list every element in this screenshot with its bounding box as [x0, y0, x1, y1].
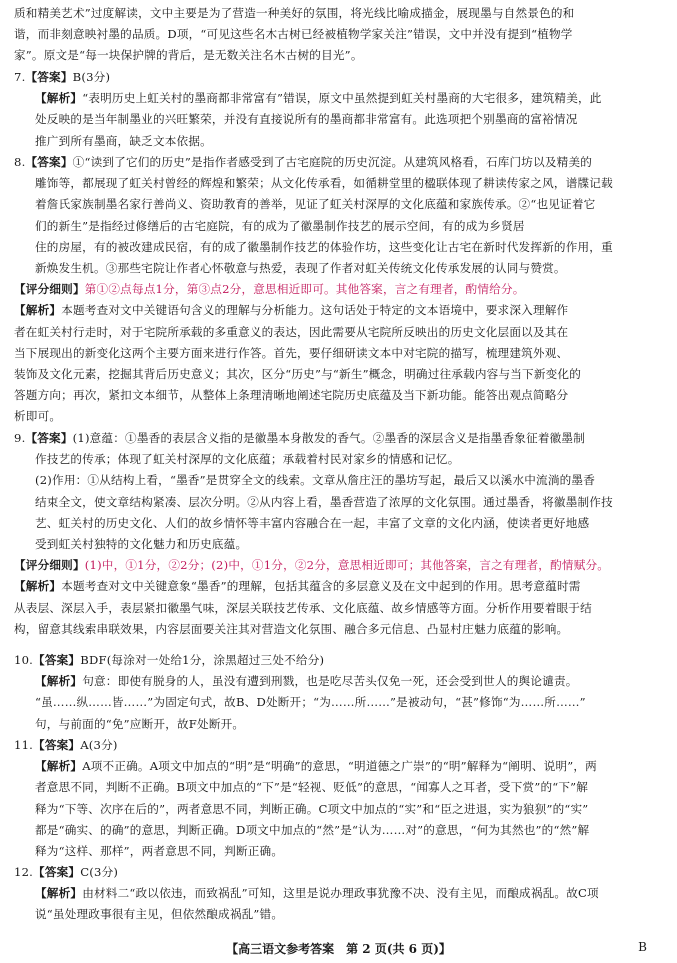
- version-mark: B: [638, 940, 647, 954]
- answer-text: BDF(每涂对一处给1分，涂黑超过三处不给分): [80, 653, 325, 667]
- answer-text: ①“读到了它们的历史”是指作者感受到了古宅庭院的历史沉淀。从建筑风格看，石库门坊以及精美的: [72, 155, 593, 169]
- rubric-line: [14, 279, 663, 300]
- analysis-text: “表明历史上虹关村的墨商都非常富有”错误，原文中虽然提到虹关村墨商的大宅很多，建筑精美，此: [82, 91, 602, 106]
- question-number: 9.: [14, 431, 26, 445]
- analysis-line: 者意思不同，判断不正确。B项文中加点的“下”是“轻视、贬低”的意思，“闻寡人之耳者，受下赏”的“下”解: [35, 780, 589, 795]
- analysis-line: 都是“确实、的确”的意思，判断正确。D项文中加点的“然”是“认为……对”的意思，“何为其然也”的“然”解: [35, 822, 590, 837]
- analysis-line: 构，留意其线索串联效果，内容层面要关注其对营造文化氛围、融合多元信息、凸显村庄魅力底蕴的影响。: [14, 621, 569, 636]
- analysis-text: 由材料二“政以依违，而致祸乱”可知，这里是说办理政事犹豫不决、没有主见，而酿成祸乱。故C项: [82, 886, 599, 901]
- analysis-tag: 【解析】: [35, 674, 83, 689]
- question-10: [14, 650, 663, 735]
- answer-text: A(3分): [80, 738, 118, 752]
- analysis-text: 本题考查对文中关键语句含义的理解与分析能力。这句话处于特定的文本语境中，要求深入理解作: [61, 303, 569, 318]
- answer-text: (1)意蕴：①墨香的表层含义指的是徽墨本身散发的香气。②墨香的深层含义是指墨香象征着徽墨制: [72, 431, 586, 445]
- answer-line: 雕饰等，都展现了虹关村曾经的辉煌和繁荣；从文化传承看，如循耕堂里的楹联体现了耕读传家之风，谱牒记载: [35, 176, 613, 191]
- text-line: 谐，而非刻意映衬墨的品质。D项，“可见这些名木古树已经被植物学家关注”错误，文中并没有提到“植物学: [14, 27, 573, 42]
- answer-line: [14, 862, 663, 883]
- question-number: 12.: [14, 865, 34, 879]
- answer-line: [14, 650, 663, 671]
- analysis-line: 当下展现出的新变化这两个主要方面来进行作答。首先，要仔细研读文本中对宅院的描写，梳理建筑外观、: [14, 345, 569, 360]
- analysis-line: [14, 671, 663, 692]
- text-line: 家”。原文是“每一块保护牌的背后，是无数关注名木古树的目光”。: [14, 48, 363, 63]
- answer-tag: 【答案】: [33, 738, 81, 752]
- answer-line: [14, 152, 663, 173]
- analysis-tag: 【解析】: [14, 579, 62, 594]
- answer-line: 受到虹关村独特的文化魅力和历史底蕴。: [35, 537, 248, 552]
- question-8: [14, 152, 663, 428]
- question-number: 10.: [14, 653, 34, 667]
- answer-tag: 【答案】: [33, 865, 81, 879]
- page-footer: [0, 940, 677, 957]
- analysis-line: 者在虹关村行走时，对于宅院所承载的多重意义的表达，因此需要从宅院所反映出的历史文化层面以及其在: [14, 324, 569, 339]
- question-9: [14, 428, 663, 640]
- analysis-text: 句意：即使有脱身的人，虽没有遭到刑戮，也是吃尽苦头仅免一死，还会受到世人的舆论谴责。: [82, 674, 578, 689]
- analysis-line: 处反映的是当年制墨业的兴旺繁荣，并没有直接说所有的墨商都非常富有。此选项把个别墨商的富裕情况: [35, 112, 578, 127]
- analysis-line: [14, 883, 663, 904]
- rubric-text: (1)中，①1分，②2分；(2)中，①1分，②2分，意思相近即可；其他答案，言之有理者，酌情赋分。: [84, 558, 610, 573]
- analysis-line: 说“虽处理政事很有主见，但依然酿成祸乱”错。: [35, 907, 284, 922]
- answer-tag: 【答案】: [25, 70, 73, 84]
- answer-line: 艺、虹关村的历史文化、人们的故乡情怀等丰富内容融合在一起，丰富了文章的文化内涵，使读者更好地感: [35, 515, 590, 530]
- analysis-text: A项不正确。A项文中加点的“明”是“明确”的意思，“明道德之广崇”的“明”解释为“阐明、说明”，两: [82, 759, 597, 774]
- answer-line: 作技艺的传承；体现了虹关村深厚的文化底蕴；承载着村民对家乡的情感和记忆。: [35, 452, 460, 467]
- rubric-tag: 【评分细则】: [14, 282, 85, 297]
- text-line: 质和精美艺术”过度解读，文中主要是为了营造一种美好的氛围，将光线比喻成描金，展现墨与自然景色的和: [14, 6, 575, 20]
- answer-text: B(3分): [72, 70, 111, 84]
- analysis-line: 析即可。: [14, 409, 62, 424]
- question-number: 7.: [14, 70, 26, 84]
- answer-line: 结束全文，使文章结构紧凑、层次分明。②从内容上看，墨香营造了浓厚的文化氛围。通过墨香，将徽墨制作技: [35, 494, 613, 509]
- answer-line: [14, 735, 663, 756]
- analysis-text: 本题考查对文中关键意象“墨香”的理解，包括其蕴含的多层意义及在文中起到的作用。思考意蕴时需: [61, 579, 581, 594]
- answer-line: 们的新生”是指经过修缮后的古宅庭院，有的成为了徽墨制作技艺的展示空间，有的成为乡贤居: [35, 218, 525, 233]
- analysis-line: “虽……纵……皆……”为固定句式，故B、D处断开；“为……所……”是被动句，“甚”修饰“为……所……”: [35, 695, 586, 710]
- question-12: [14, 862, 663, 926]
- analysis-line: [14, 576, 663, 597]
- analysis-tag: 【解析】: [14, 303, 62, 318]
- answer-tag: 【答案】: [33, 653, 81, 667]
- rubric-text: 第①②点每点1分，第③点2分，意思相近即可。其他答案，言之有理者，酌情给分。: [84, 282, 525, 297]
- analysis-tag: 【解析】: [35, 759, 83, 774]
- analysis-line: 句，与前面的“免”应断开，故F处断开。: [35, 716, 245, 731]
- answer-line: 新焕发生机。③那些宅院让作者心怀敬意与热爱，表现了作者对虹关传统文化传承发展的认同与赞赏。: [35, 261, 566, 276]
- analysis-tag: 【解析】: [35, 91, 83, 106]
- analysis-line: 从表层、深层入手，表层紧扣徽墨气味，深层关联技艺传承、文化底蕴、故乡情感等方面。分析作用要着眼于结: [14, 600, 592, 615]
- analysis-line: 释为“下等、次序在后的”，两者意思不同，判断正确。C项文中加点的“实”和“臣之进退，实为狼狈”的“实”: [35, 801, 589, 816]
- footer-text: 【高三语文参考答案 第 2 页(共 6 页)】: [226, 942, 451, 956]
- analysis-line: 装饰及文化元素，挖掘其背后历史意义；其次，区分“历史”与“新生”概念，明确过往承载内容与当下新变化的: [14, 367, 582, 382]
- analysis-line: 推广到所有墨商，缺乏文本依据。: [35, 133, 212, 148]
- question-7: [14, 67, 663, 152]
- rubric-tag: 【评分细则】: [14, 558, 85, 573]
- answer-line: [14, 67, 663, 88]
- analysis-line: 释为“这样、那样”，两者意思不同，判断正确。: [35, 844, 284, 859]
- intro-paragraph: [14, 3, 663, 67]
- answer-tag: 【答案】: [25, 155, 73, 169]
- analysis-line: [14, 300, 663, 321]
- analysis-tag: 【解析】: [35, 886, 83, 901]
- answer-line: [14, 428, 663, 449]
- answer-text: C(3分): [80, 865, 119, 879]
- analysis-line: [14, 88, 663, 109]
- answer-tag: 【答案】: [25, 431, 73, 445]
- analysis-line: 答题方向；再次，紧扣文本细节，从整体上条理清晰地阐述宅院历史底蕴及当下新功能。能答出观点简略分: [14, 388, 569, 403]
- question-11: [14, 735, 663, 862]
- answer-line: 住的房屋，有的被改建成民宿，有的成了徽墨制作技艺的体验作坊，这些变化让古宅在新时代发挥新的作用，重: [35, 239, 613, 254]
- question-number: 11.: [14, 738, 34, 752]
- analysis-line: [14, 756, 663, 777]
- answer-line: (2)作用：①从结构上看，“墨香”是贯穿全文的线索。文章从詹庄汪的墨坊写起，最后又以溪水中流淌的墨香: [35, 473, 595, 488]
- question-number: 8.: [14, 155, 26, 169]
- rubric-line: [14, 555, 663, 576]
- answer-line: 着詹氏家族制墨名家行善尚义、资助教育的善举，见证了虹关村深厚的文化底蕴和家族传承。②“也见证着它: [35, 197, 596, 212]
